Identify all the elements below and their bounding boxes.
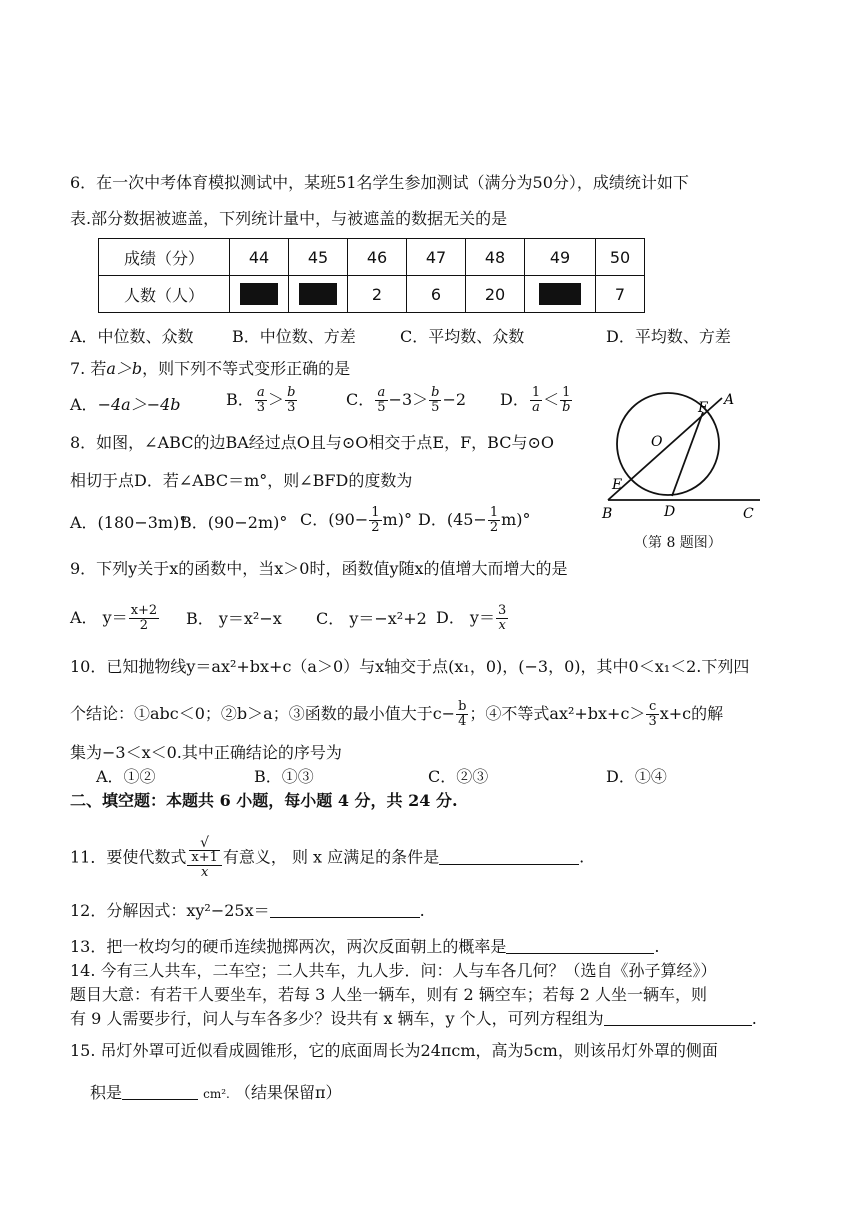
q8-d-post: m)° (501, 510, 531, 529)
score-cell: 44 (230, 239, 289, 276)
q10-line1: 10．已知抛物线y＝ax²+bx+c（a＞0）与x轴交于点(x₁，0)，(−3，0)，其中0＜x₁＜2.下列四 (70, 657, 750, 676)
label-c: C (743, 506, 754, 522)
score-table (98, 238, 645, 313)
fraction (255, 386, 267, 415)
q7-option-c (346, 386, 466, 415)
frac-num: b (287, 385, 296, 400)
q12-text: 12．分解因式：xy²−25x＝ (70, 901, 270, 920)
frac-num: c (646, 700, 658, 715)
frac-num: a (377, 385, 386, 400)
label-o: O (651, 434, 663, 450)
label-e: E (612, 477, 623, 493)
q14-line1: 14. 今有三人共车，二车空；二人共车，九人步．问：人与车各几何？（选自《孙子算经》） (70, 961, 717, 980)
count-cell: 2 (348, 276, 407, 313)
q7-option-b-label: B． (226, 390, 254, 409)
q7-option-a-label: A． (70, 395, 98, 414)
q8-option-c (300, 506, 412, 535)
q8-option-a: A．(180−3m)° (70, 513, 188, 532)
q6-line2: 表.部分数据被遮盖，下列统计量中，与被遮盖的数据无关的是 (70, 209, 508, 228)
q7-stem-a: 7. 若 (70, 359, 107, 378)
fraction (530, 386, 542, 415)
frac-den: 3 (256, 400, 266, 415)
q9-a-pre: A． y＝ (70, 608, 128, 627)
frac-den: 3 (287, 400, 296, 415)
q15-note: （结果保留π） (234, 1083, 342, 1102)
q7-condition: a＞b (106, 359, 143, 378)
frac-den: a (532, 400, 540, 415)
q8-option-d (418, 506, 531, 535)
fraction (456, 700, 468, 729)
count-cell: 7 (596, 276, 645, 313)
count-cell-masked (230, 276, 289, 313)
q6-option-b: B．中位数、方差 (232, 327, 356, 346)
q15-line2 (90, 1082, 341, 1105)
q9-option-a (70, 604, 160, 633)
q7-c-end: −2 (442, 390, 467, 409)
q8-d-pre: D．(45− (418, 510, 487, 529)
q10-line3: 集为−3＜x＜0.其中正确结论的序号为 (70, 743, 342, 762)
q13 (70, 936, 659, 958)
frac-den: 4 (458, 714, 467, 729)
q8-line2: 相切于点D．若∠ABC＝m°，则∠BFD的度数为 (70, 471, 413, 490)
q6-option-c: C．平均数、众数 (400, 327, 525, 346)
q8-figure (600, 388, 770, 523)
score-cell: 46 (348, 239, 407, 276)
frac-den: 2 (489, 520, 499, 535)
q10-option-d: D．①④ (606, 767, 667, 786)
frac-den: 2 (139, 618, 149, 633)
q12 (70, 900, 425, 922)
fraction (488, 506, 500, 535)
section-heading: 二、填空题：本题共 6 小题，每小题 4 分，共 24 分. (70, 791, 458, 810)
q14-end: . (751, 1009, 757, 1028)
q11 (70, 836, 584, 880)
label-f: F (698, 400, 708, 416)
count-cell-masked (289, 276, 348, 313)
answer-blank[interactable] (604, 1009, 752, 1026)
q11-pre: 11．要使代数式 (70, 847, 187, 867)
q8-c-post: m)° (382, 510, 412, 529)
label-d: D (664, 504, 676, 520)
answer-blank[interactable] (122, 1083, 198, 1100)
fraction (375, 386, 387, 415)
label-b: B (602, 506, 613, 522)
q10-option-a: A．①② (96, 767, 156, 786)
frac-num: a (257, 385, 265, 400)
frac-den: 5 (431, 400, 440, 415)
q7-c-mid: −3＞ (388, 390, 429, 409)
table-row (99, 276, 645, 313)
masked-block (299, 283, 337, 305)
frac-num: 1 (371, 505, 380, 520)
q11-post: 有意义， 则 x 应满足的条件是 (222, 847, 440, 867)
q6-option-a: A．中位数、众数 (70, 327, 194, 346)
count-cell-masked (525, 276, 596, 313)
q9-option-c: C． y＝−x²+2 (316, 609, 427, 628)
q14-line2: 题目大意：有若干人要坐车，若每 3 人坐一辆车，则有 2 辆空车；若每 2 人坐一辆车，则 (70, 985, 708, 1004)
q6-option-d: D．平均数、方差 (606, 327, 731, 346)
q8-line1: 8．如图，∠ABC的边BA经过点O且与⊙O相交于点E，F，BC与⊙O (70, 433, 554, 452)
sqrt-sign: √ (200, 835, 210, 851)
fraction (429, 386, 441, 415)
row-label-count: 人数（人） (99, 276, 230, 313)
answer-blank[interactable] (506, 937, 654, 954)
q10-line2-c: x+c的解 (659, 704, 724, 723)
fraction (646, 700, 658, 729)
lt-sign: ＜ (543, 390, 560, 409)
q10-option-c: C．②③ (428, 767, 489, 786)
masked-block (240, 283, 278, 305)
fraction (285, 386, 297, 415)
masked-block (539, 283, 581, 305)
frac-num: 1 (489, 505, 499, 520)
q9-option-b: B． y＝x²−x (186, 609, 282, 628)
q7-option-a-expr: −4a＞−4b (97, 395, 181, 414)
q9-d-pre: D． y＝ (436, 608, 495, 627)
row-label-score: 成绩（分） (99, 239, 230, 276)
frac-den: 2 (371, 520, 380, 535)
q7-stem-b: ，则下列不等式变形正确的是 (142, 359, 351, 378)
q12-end: . (419, 901, 425, 920)
line-fd (672, 412, 703, 496)
q11-end: . (579, 847, 585, 867)
figure-caption: （第 8 题图） (634, 535, 722, 551)
answer-blank[interactable] (270, 901, 420, 918)
q8-option-b: B．(90−2m)° (180, 513, 288, 532)
q7-option-d (500, 386, 573, 415)
frac-num: 3 (497, 603, 507, 618)
table-row (99, 239, 645, 276)
q8-c-pre: C．(90− (300, 510, 369, 529)
q14-line3-text: 有 9 人需要步行，问人与车各多少？设共有 x 辆车，y 个人，可列方程组为 (70, 1009, 604, 1028)
q10-line2-a: 个结论：①abc＜0；②b＞a；③函数的最小值大于c− (70, 704, 456, 723)
fraction (560, 386, 572, 415)
answer-blank[interactable] (439, 848, 579, 865)
score-cell: 47 (407, 239, 466, 276)
q13-text: 13．把一枚均匀的硬币连续抛掷两次，两次反面朝上的概率是 (70, 937, 507, 956)
count-cell: 6 (407, 276, 466, 313)
frac-num: 1 (562, 385, 571, 400)
fraction (129, 604, 160, 633)
frac-num: b (431, 385, 440, 400)
fraction (369, 506, 381, 535)
score-cell: 48 (466, 239, 525, 276)
q7-option-d-label: D． (500, 390, 529, 409)
q9-stem: 9．下列y关于x的函数中，当x＞0时，函数值y随x的值增大而增大的是 (70, 559, 568, 578)
gt-sign: ＞ (268, 390, 285, 409)
q14-line3 (70, 1008, 757, 1030)
fraction (496, 604, 508, 633)
frac-den: x (200, 865, 209, 880)
q15-pre: 积是 (90, 1083, 123, 1102)
frac-num: 1 (531, 385, 541, 400)
frac-num: x+2 (130, 603, 158, 618)
label-a: A (724, 392, 735, 408)
count-cell: 20 (466, 276, 525, 313)
fraction (187, 836, 222, 880)
q7-option-c-label: C． (346, 390, 375, 409)
q7-stem (70, 358, 350, 380)
frac-den: 3 (648, 714, 657, 729)
frac-den: x (498, 618, 506, 633)
q7-option-b (226, 386, 298, 415)
q10-option-b: B．①③ (254, 767, 314, 786)
q10-line2-b: ；④不等式ax²+bx+c＞ (469, 704, 646, 723)
q9-option-d (436, 604, 509, 633)
score-cell: 49 (525, 239, 596, 276)
q15-unit: cm². (203, 1087, 230, 1101)
q15-line1: 15. 吊灯外罩可近似看成圆锥形，它的底面周长为24πcm，高为5cm，则该吊灯外罩的侧面 (70, 1041, 718, 1060)
score-cell: 45 (289, 239, 348, 276)
q7-option-a (70, 394, 181, 416)
q13-end: . (654, 937, 660, 956)
frac-den: b (562, 400, 571, 415)
score-cell: 50 (596, 239, 645, 276)
q6-line1: 6．在一次中考体育模拟测试中，某班51名学生参加测试（满分为50分），成绩统计如下 (70, 173, 689, 192)
frac-num: x+1 (191, 850, 218, 865)
frac-den: 5 (377, 400, 386, 415)
q10-line2 (70, 700, 723, 729)
frac-num: b (458, 699, 467, 714)
